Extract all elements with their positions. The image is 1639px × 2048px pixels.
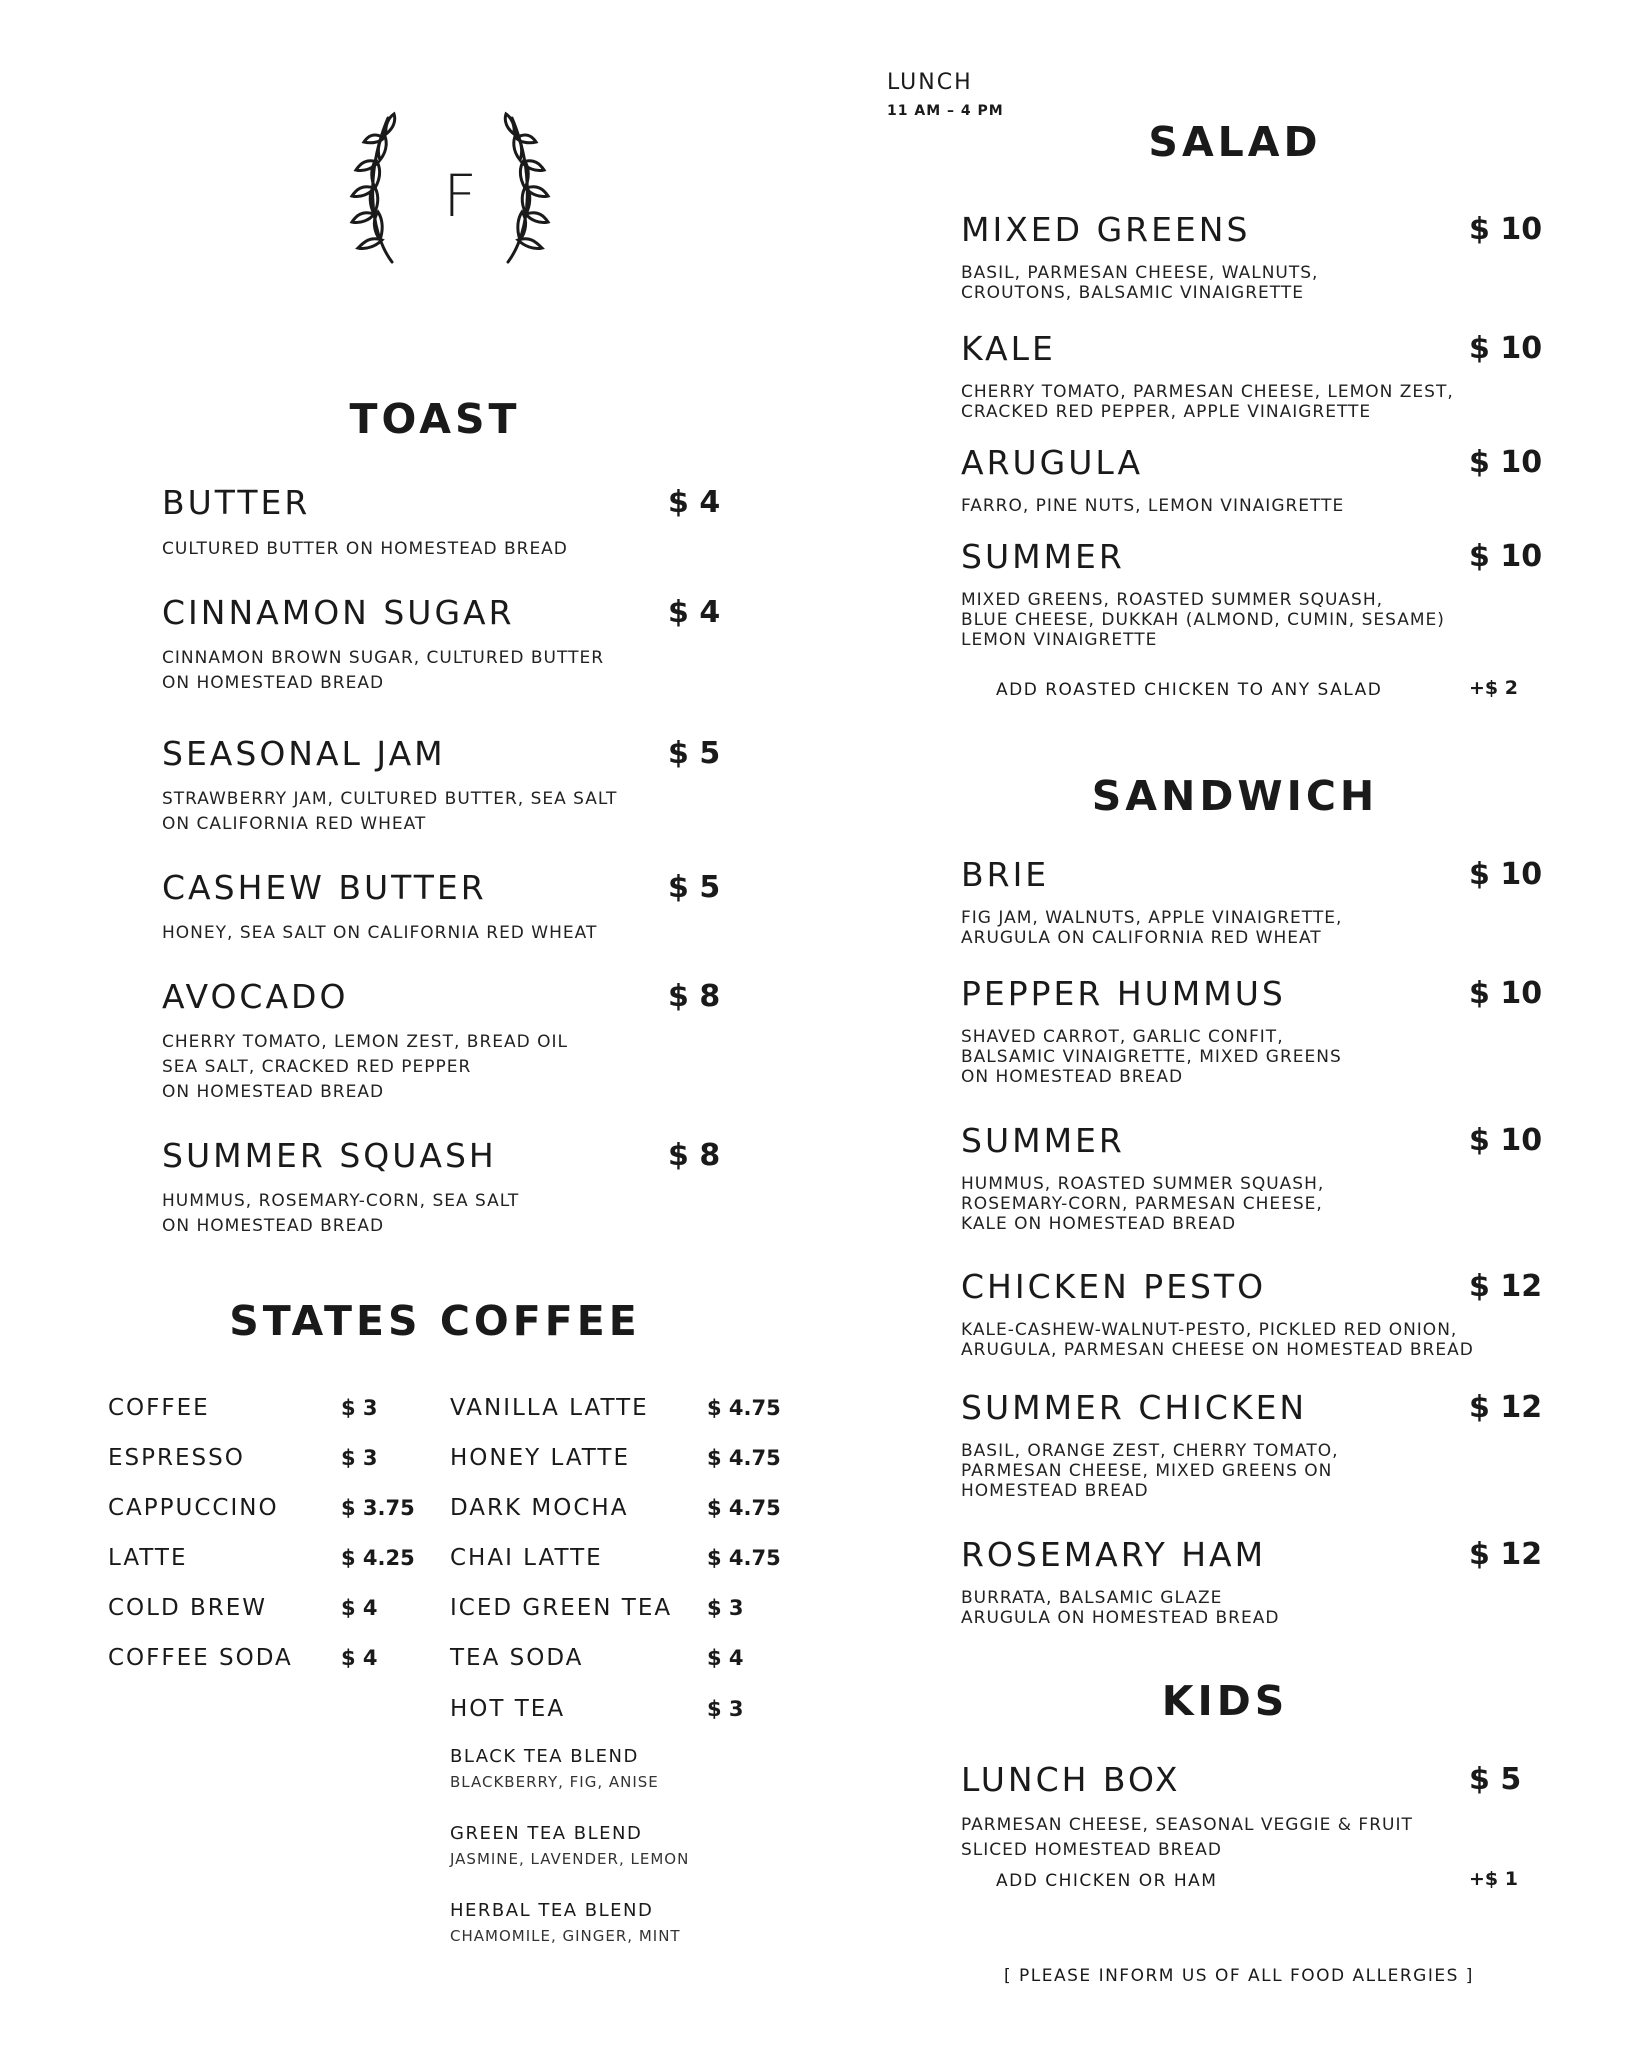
kids-addon: ADD CHICKEN OR HAM [996,1871,1218,1891]
coffee-item-price: $ 4.25 [341,1546,415,1570]
coffee-item-name: ESPRESSO [108,1445,245,1471]
kids-addon-price: +$ 1 [1469,1868,1518,1890]
item-desc: STRAWBERRY JAM, CULTURED BUTTER, SEA SALT ON CALIFORNIA RED WHEAT [162,789,618,834]
coffee-item-name: HOT TEA [450,1696,566,1722]
coffee-item-name: HONEY LATTE [450,1445,631,1471]
coffee-item-name: COFFEE SODA [108,1645,293,1671]
item-name: SUMMER [961,537,1125,576]
coffee-item-price: $ 4.75 [707,1396,781,1420]
item-desc: PARMESAN CHEESE, SEASONAL VEGGIE & FRUIT SLICED HOMESTEAD BREAD [961,1815,1413,1860]
item-price: $ 10 [1469,976,1543,1011]
item-name: MIXED GREENS [961,210,1251,249]
item-price: $ 4 [668,485,721,520]
item-name: LUNCH BOX [961,1760,1181,1799]
coffee-item-name: COLD BREW [108,1595,268,1621]
item-desc: BASIL, PARMESAN CHEESE, WALNUTS, CROUTONS, BALSAMIC VINAIGRETTE [961,263,1319,303]
item-name: AVOCADO [162,977,349,1016]
coffee-item-price: $ 3.75 [341,1496,415,1520]
coffee-item-price: $ 3 [341,1396,378,1420]
coffee-item-name: VANILLA LATTE [450,1395,649,1421]
blend-desc: JASMINE, LAVENDER, LEMON [450,1850,690,1868]
item-desc: KALE-CASHEW-WALNUT-PESTO, PICKLED RED ONION, ARUGULA, PARMESAN CHEESE ON HOMESTEAD BREAD [961,1320,1474,1360]
item-desc: HUMMUS, ROASTED SUMMER SQUASH, ROSEMARY-CORN, PARMESAN CHEESE, KALE ON HOMESTEAD BREAD [961,1174,1325,1234]
coffee-item-price: $ 4.75 [707,1496,781,1520]
item-price: $ 10 [1469,539,1543,574]
item-price: $ 5 [668,870,721,905]
item-price: $ 8 [668,1138,721,1173]
item-desc: BASIL, ORANGE ZEST, CHERRY TOMATO, PARMESAN CHEESE, MIXED GREENS ON HOMESTEAD BREAD [961,1441,1339,1501]
coffee-item-name: COFFEE [108,1395,210,1421]
item-name: SUMMER [961,1121,1125,1160]
item-name: CINNAMON SUGAR [162,593,515,632]
item-price: $ 12 [1469,1390,1543,1425]
coffee-item-name: LATTE [108,1545,188,1571]
logo-letter: F [443,162,477,230]
toast-item [162,977,722,1105]
sandwich-title: SANDWICH [1091,772,1379,820]
toast-item [162,483,722,562]
item-desc: SHAVED CARROT, GARLIC CONFIT, BALSAMIC VINAIGRETTE, MIXED GREENS ON HOMESTEAD BREAD [961,1027,1342,1087]
item-name: KALE [961,329,1056,368]
item-desc: MIXED GREENS, ROASTED SUMMER SQUASH, BLUE CHEESE, DUKKAH (ALMOND, CUMIN, SESAME) LEMON VINAIGRETTE [961,590,1445,650]
coffee-title: STATES COFFEE [229,1297,641,1345]
item-price: $ 10 [1469,445,1543,480]
sandwich-item [961,1535,1541,1628]
toast-item [162,1136,722,1239]
item-desc: CHERRY TOMATO, PARMESAN CHEESE, LEMON ZEST, CRACKED RED PEPPER, APPLE VINAIGRETTE [961,382,1454,422]
item-desc: FARRO, PINE NUTS, LEMON VINAIGRETTE [961,496,1345,516]
blend-name: BLACK TEA BLEND [450,1746,639,1767]
salad-item [961,443,1541,516]
coffee-item-name: CAPPUCCINO [108,1495,279,1521]
item-price: $ 12 [1469,1537,1543,1572]
item-name: PEPPER HUMMUS [961,974,1286,1013]
blend-desc: BLACKBERRY, FIG, ANISE [450,1773,659,1791]
coffee-item-name: DARK MOCHA [450,1495,629,1521]
sandwich-item [961,1121,1541,1234]
item-desc: CHERRY TOMATO, LEMON ZEST, BREAD OIL SEA SALT, CRACKED RED PEPPER ON HOMESTEAD BREAD [162,1032,568,1102]
item-name: ARUGULA [961,443,1144,482]
item-desc: HUMMUS, ROSEMARY-CORN, SEA SALT ON HOMESTEAD BREAD [162,1191,520,1236]
toast-item [162,868,722,946]
item-price: $ 5 [1469,1762,1522,1797]
sandwich-item [961,974,1541,1087]
item-name: SUMMER SQUASH [162,1136,497,1175]
coffee-item-price: $ 4 [341,1596,378,1620]
item-price: $ 8 [668,979,721,1014]
item-desc: BURRATA, BALSAMIC GLAZE ARUGULA ON HOMESTEAD BREAD [961,1588,1280,1628]
coffee-item-price: $ 3 [707,1697,744,1721]
sandwich-item [961,1388,1541,1501]
salad-addon: ADD ROASTED CHICKEN TO ANY SALAD [996,680,1383,700]
item-price: $ 10 [1469,331,1543,366]
item-price: $ 5 [668,736,721,771]
item-desc: HONEY, SEA SALT ON CALIFORNIA RED WHEAT [162,923,598,943]
item-price: $ 10 [1469,857,1543,892]
item-price: $ 10 [1469,1123,1543,1158]
item-name: BUTTER [162,483,311,522]
coffee-item-price: $ 4 [707,1646,744,1670]
item-desc: CINNAMON BROWN SUGAR, CULTURED BUTTER ON HOMESTEAD BREAD [162,648,605,693]
coffee-item-price: $ 3 [341,1446,378,1470]
item-name: SEASONAL JAM [162,734,446,773]
item-price: $ 10 [1469,212,1543,247]
coffee-item-price: $ 4 [341,1646,378,1670]
item-name: SUMMER CHICKEN [961,1388,1308,1427]
blend-desc: CHAMOMILE, GINGER, MINT [450,1927,681,1945]
allergy-note: [ PLEASE INFORM US OF ALL FOOD ALLERGIES ] [1004,1966,1474,1986]
lunch-hours: 11 AM – 4 PM [887,103,1004,119]
item-desc: FIG JAM, WALNUTS, APPLE VINAIGRETTE, ARUGULA ON CALIFORNIA RED WHEAT [961,908,1343,948]
lunch-label: LUNCH [887,70,973,95]
salad-title: SALAD [1148,118,1322,166]
toast-item [162,734,722,837]
kids-title: KIDS [1161,1677,1289,1725]
salad-item [961,210,1541,303]
item-name: CHICKEN PESTO [961,1267,1267,1306]
blend-name: GREEN TEA BLEND [450,1823,643,1844]
toast-item [162,593,722,696]
coffee-item-price: $ 4.75 [707,1546,781,1570]
coffee-item-name: ICED GREEN TEA [450,1595,673,1621]
blend-name: HERBAL TEA BLEND [450,1900,654,1921]
coffee-item-name: CHAI LATTE [450,1545,603,1571]
salad-item [961,329,1541,422]
coffee-item-price: $ 3 [707,1596,744,1620]
coffee-item-name: TEA SODA [450,1645,584,1671]
sandwich-item [961,855,1541,948]
salad-item [961,537,1541,650]
logo [340,110,580,270]
item-name: ROSEMARY HAM [961,1535,1267,1574]
item-price: $ 12 [1469,1269,1543,1304]
item-name: CASHEW BUTTER [162,868,487,907]
item-price: $ 4 [668,595,721,630]
salad-addon-price: +$ 2 [1469,677,1518,699]
kids-item [961,1760,1541,1863]
item-name: BRIE [961,855,1050,894]
toast-title: TOAST [349,395,521,443]
sandwich-item [961,1267,1541,1360]
coffee-item-price: $ 4.75 [707,1446,781,1470]
item-desc: CULTURED BUTTER ON HOMESTEAD BREAD [162,539,568,559]
